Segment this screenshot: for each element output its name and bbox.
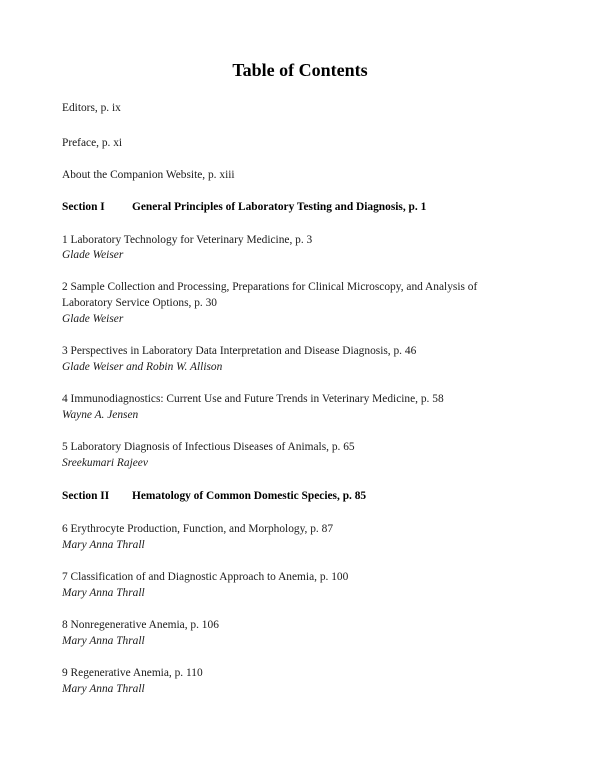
chapter-author: Glade Weiser [62,249,124,261]
chapter-title: 9 Regenerative Anemia, p. 110 [62,667,203,679]
toc-entry-companion-website: About the Companion Website, p. xiii [62,169,235,181]
section-number: Section I [62,201,105,213]
chapter-title-continued: Laboratory Service Options, p. 30 [62,297,218,309]
chapter-author: Glade Weiser [62,313,124,325]
chapter-author: Mary Anna Thrall [62,587,145,599]
toc-entry-preface: Preface, p. xi [62,137,123,149]
chapter-title: 3 Perspectives in Laboratory Data Interpretation and Disease Diagnosis, p. 46 [62,345,417,357]
chapter-title: 6 Erythrocyte Production, Function, and Morphology, p. 87 [62,523,334,535]
chapter-author: Glade Weiser and Robin W. Allison [62,361,223,373]
chapter-author: Sreekumari Rajeev [62,457,148,469]
section-heading-1 [62,200,426,214]
chapter-author: Wayne A. Jensen [62,409,139,421]
chapter-title: 8 Nonregenerative Anemia, p. 106 [62,619,219,631]
chapter-title: 2 Sample Collection and Processing, Preparations for Clinical Microscopy, and Analysis of [62,281,478,293]
chapter-author: Mary Anna Thrall [62,539,145,551]
chapter-author: Mary Anna Thrall [62,635,145,647]
section-heading-2 [62,489,366,503]
chapter-author: Mary Anna Thrall [62,683,145,695]
section-number: Section II [62,490,110,502]
chapter-title: 4 Immunodiagnostics: Current Use and Future Trends in Veterinary Medicine, p. 58 [62,393,444,405]
page-title: Table of Contents [232,60,368,80]
section-title: Hematology of Common Domestic Species, p. 85 [132,490,367,502]
section-title: General Principles of Laboratory Testing and Diagnosis, p. 1 [132,201,427,213]
chapter-title: 1 Laboratory Technology for Veterinary Medicine, p. 3 [62,234,313,246]
toc-entry-editors: Editors, p. ix [62,102,121,114]
chapter-title: 7 Classification of and Diagnostic Approach to Anemia, p. 100 [62,571,349,583]
chapter-title: 5 Laboratory Diagnosis of Infectious Diseases of Animals, p. 65 [62,441,355,453]
